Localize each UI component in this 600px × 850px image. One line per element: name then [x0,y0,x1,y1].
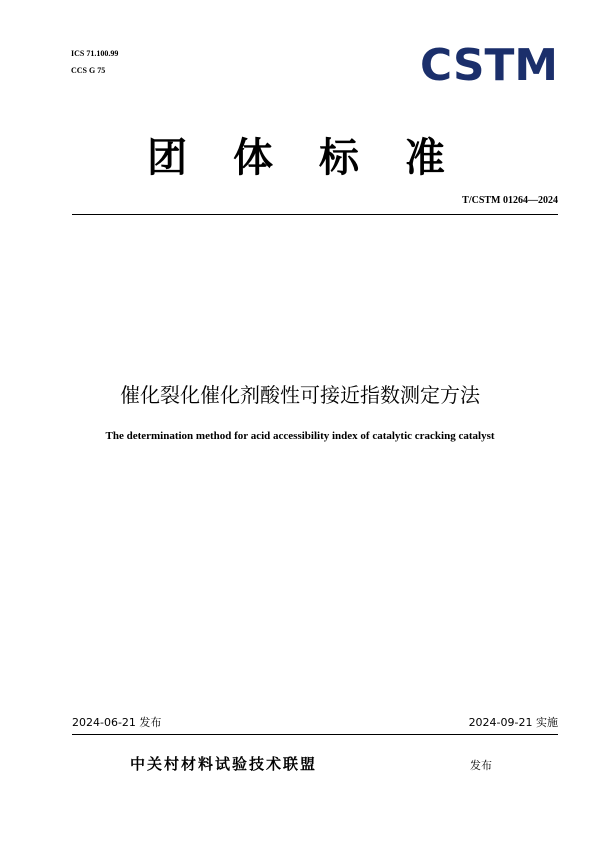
cstm-logo [419,44,559,84]
standard-number: T/CSTM 01264—2024 [462,195,558,206]
classification-codes [71,45,118,79]
english-title: The determination method for acid accessibility index of catalytic cracking catalyst [105,430,495,442]
implement-date: 2024-09-21 实施 [468,716,558,729]
publisher-name: 中关村材料试验技术联盟 [130,755,318,773]
document-type: 团 体 标 准 [147,135,461,181]
ccs-code: CCS G 75 [71,66,106,75]
footer-rule [72,734,558,735]
chinese-title: 催化裂化催化剂酸性可接近指数测定方法 [120,383,480,407]
ics-code: ICS 71.100.99 [71,49,119,58]
publish-date: 2024-06-21 发布 [72,716,162,729]
publisher-label: 发布 [470,759,492,772]
header-rule [72,214,558,215]
logo-text: CSTM [420,44,558,84]
